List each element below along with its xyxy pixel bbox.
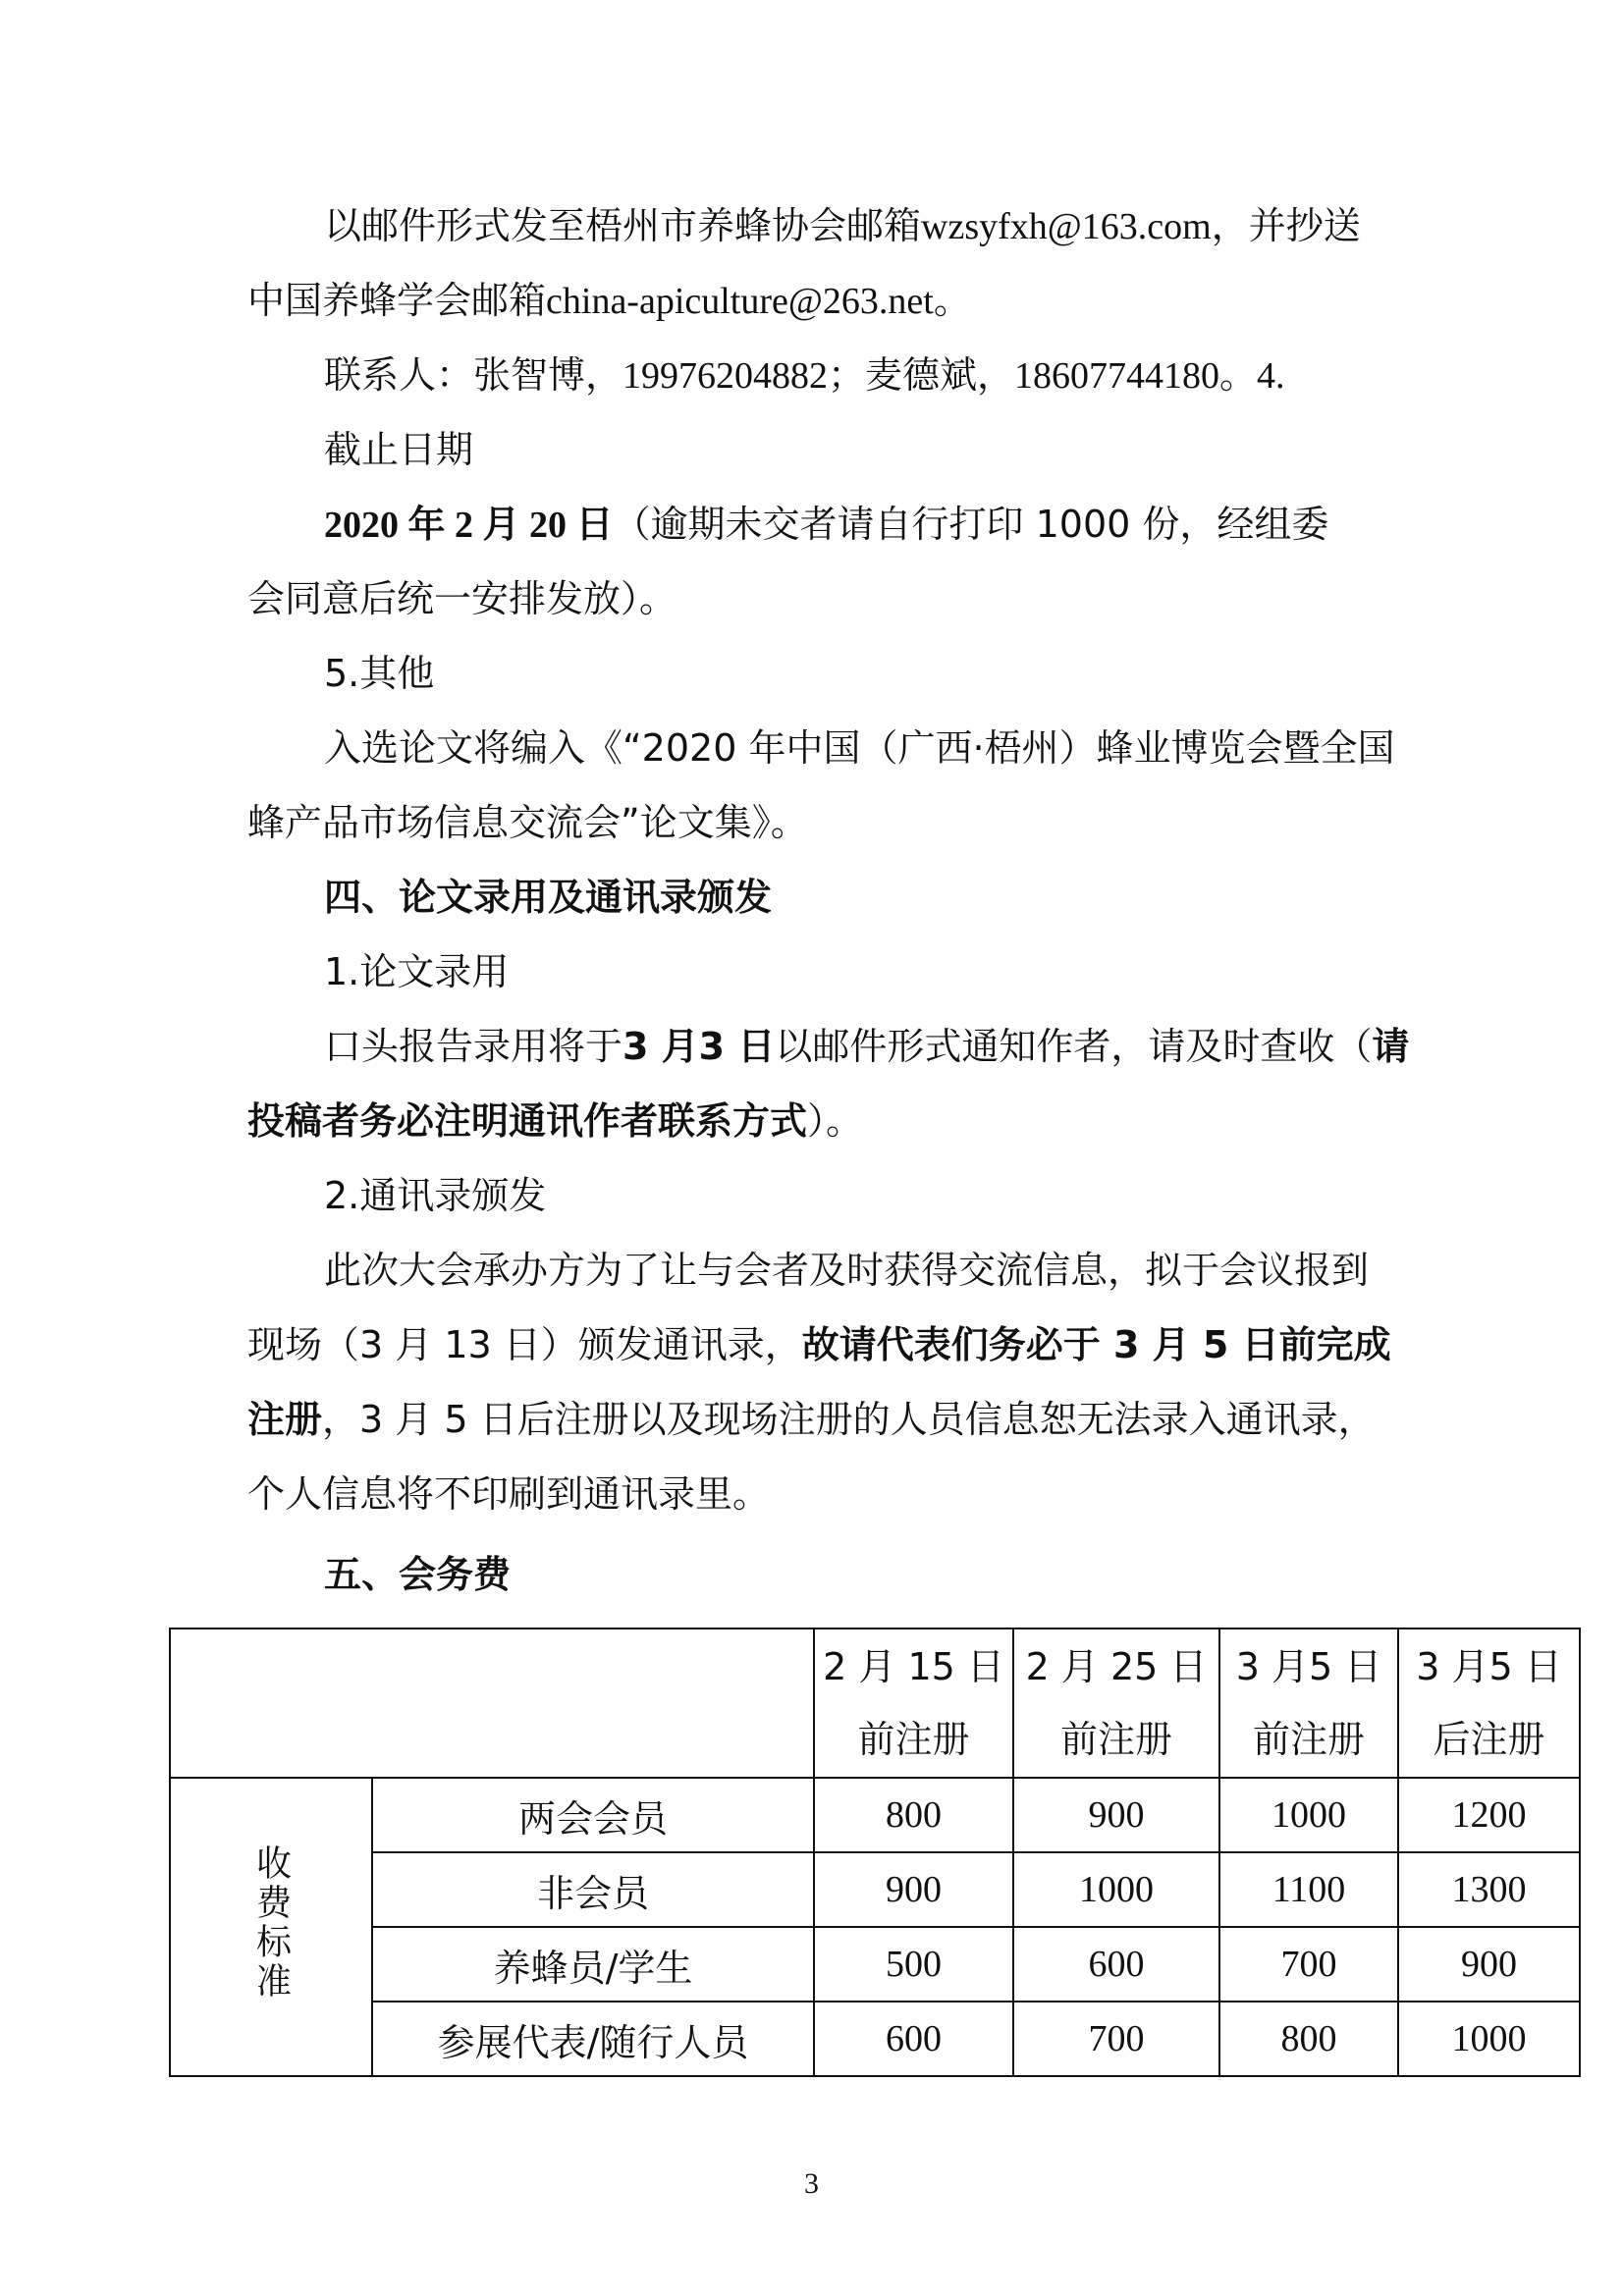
text: 以邮件形式通知作者，请及时查收（ xyxy=(775,1025,1373,1068)
text: 投稿者务必注明通讯作者联系方式 xyxy=(247,1099,808,1143)
section4-heading: 四、论文录用及通讯录颁发 xyxy=(324,876,773,919)
directory-line3 xyxy=(247,1396,1376,1443)
header-line: 后注册 xyxy=(1433,1718,1545,1761)
email-paragraph-line2 xyxy=(247,277,971,325)
contact-line xyxy=(324,351,1285,400)
email-link[interactable]: wzsyfxh@163.com xyxy=(921,206,1212,247)
text: 联系人：张智博， xyxy=(324,353,623,397)
other-line2: 蜂产品市场信息交流会”论文集》。 xyxy=(247,801,808,844)
fee-cell: 500 xyxy=(814,1927,1013,2002)
table-row xyxy=(170,1927,1580,2002)
email-link[interactable]: china-apiculture@263.net xyxy=(546,281,934,322)
fee-cell: 700 xyxy=(1219,1927,1398,2002)
directory-line2 xyxy=(247,1321,1391,1368)
fee-cell: 800 xyxy=(814,1778,1013,1852)
text: ；麦德斌， xyxy=(828,353,1015,397)
header-line: 前注册 xyxy=(857,1718,970,1761)
phone-number: 18607744180 xyxy=(1014,355,1220,397)
text: （逾期未交者请自行打印 1000 份，经组委 xyxy=(613,503,1329,546)
text: 。4. xyxy=(1219,355,1285,397)
table-row xyxy=(170,1778,1580,1852)
directory-line4: 个人信息将不印刷到通讯录里。 xyxy=(247,1472,771,1516)
table-row xyxy=(170,2002,1580,2076)
other-heading: 5.其他 xyxy=(324,652,435,695)
fee-cell: 900 xyxy=(1398,1927,1580,2002)
directory-line1: 此次大会承办方为了让与会者及时获得交流信息，拟于会议报到 xyxy=(324,1249,1370,1292)
column-header xyxy=(814,1629,1013,1778)
fee-cell: 1100 xyxy=(1219,1852,1398,1927)
table-row xyxy=(170,1852,1580,1927)
page-number: 3 xyxy=(804,2167,819,2200)
section4-sub1: 1.论文录用 xyxy=(324,950,510,993)
text: ，3 月 5 日后注册以及现场注册的人员信息恕无法录入通讯录， xyxy=(322,1398,1376,1441)
acceptance-line2 xyxy=(247,1097,863,1145)
section4-sub2: 2.通讯录颁发 xyxy=(324,1174,547,1217)
header-empty-cell xyxy=(170,1629,814,1778)
fee-cell: 900 xyxy=(814,1852,1013,1927)
fee-table-header-row xyxy=(170,1629,1580,1778)
fee-cell: 800 xyxy=(1219,2002,1398,2076)
text: 注册 xyxy=(247,1398,323,1441)
fee-cell: 1000 xyxy=(1013,1852,1219,1927)
text: 现场（3 月 13 日）颁发通讯录， xyxy=(247,1323,802,1366)
row-label: 养蜂员/学生 xyxy=(372,1927,814,2002)
group-label: 收费标准 xyxy=(250,1843,292,2002)
email-paragraph-line1 xyxy=(324,202,1361,250)
deadline-heading: 截止日期 xyxy=(324,428,474,471)
row-label: 参展代表/随行人员 xyxy=(372,2002,814,2076)
fee-cell: 1000 xyxy=(1398,2002,1580,2076)
date: 3 月3 日 xyxy=(622,1025,776,1068)
acceptance-line1 xyxy=(324,1023,1409,1070)
fee-cell: 1300 xyxy=(1398,1852,1580,1927)
section5-heading: 五、会务费 xyxy=(324,1553,512,1596)
fee-cell: 600 xyxy=(814,2002,1013,2076)
text: ，并抄送 xyxy=(1211,204,1361,247)
deadline-date: 2020 年 2 月 20 日 xyxy=(324,505,614,546)
deadline-line2: 会同意后统一安排发放）。 xyxy=(247,577,677,620)
header-line: 前注册 xyxy=(1252,1718,1365,1761)
fee-cell: 700 xyxy=(1013,2002,1219,2076)
row-label: 非会员 xyxy=(372,1852,814,1927)
deadline-line1 xyxy=(324,501,1328,549)
header-line: 3 月5 日 xyxy=(1416,1645,1562,1688)
phone-number: 19976204882 xyxy=(622,355,829,397)
text: ）。 xyxy=(807,1099,864,1143)
text: 口头报告录用将于 xyxy=(324,1025,623,1068)
fee-cell: 600 xyxy=(1013,1927,1219,2002)
fee-table xyxy=(169,1628,1581,2077)
header-line: 前注册 xyxy=(1059,1718,1172,1761)
text: 。 xyxy=(933,279,971,322)
fee-cell: 1200 xyxy=(1398,1778,1580,1852)
fee-cell: 1000 xyxy=(1219,1778,1398,1852)
text: 故请代表们务必于 3 月 5 日前完成 xyxy=(801,1323,1391,1366)
header-line: 3 月5 日 xyxy=(1235,1645,1382,1688)
other-line1: 入选论文将编入《“2020 年中国（广西·梧州）蜂业博览会暨全国 xyxy=(324,726,1395,770)
column-header xyxy=(1398,1629,1580,1778)
header-line: 2 月 15 日 xyxy=(823,1645,1004,1688)
text: 请 xyxy=(1372,1025,1410,1068)
row-label: 两会会员 xyxy=(372,1778,814,1852)
fee-cell: 900 xyxy=(1013,1778,1219,1852)
column-header xyxy=(1219,1629,1398,1778)
header-line: 2 月 25 日 xyxy=(1025,1645,1208,1688)
column-header xyxy=(1013,1629,1219,1778)
group-label-cell xyxy=(170,1778,372,2076)
text: 以邮件形式发至梧州市养蜂协会邮箱 xyxy=(324,204,922,247)
text: 中国养蜂学会邮箱 xyxy=(247,279,547,322)
